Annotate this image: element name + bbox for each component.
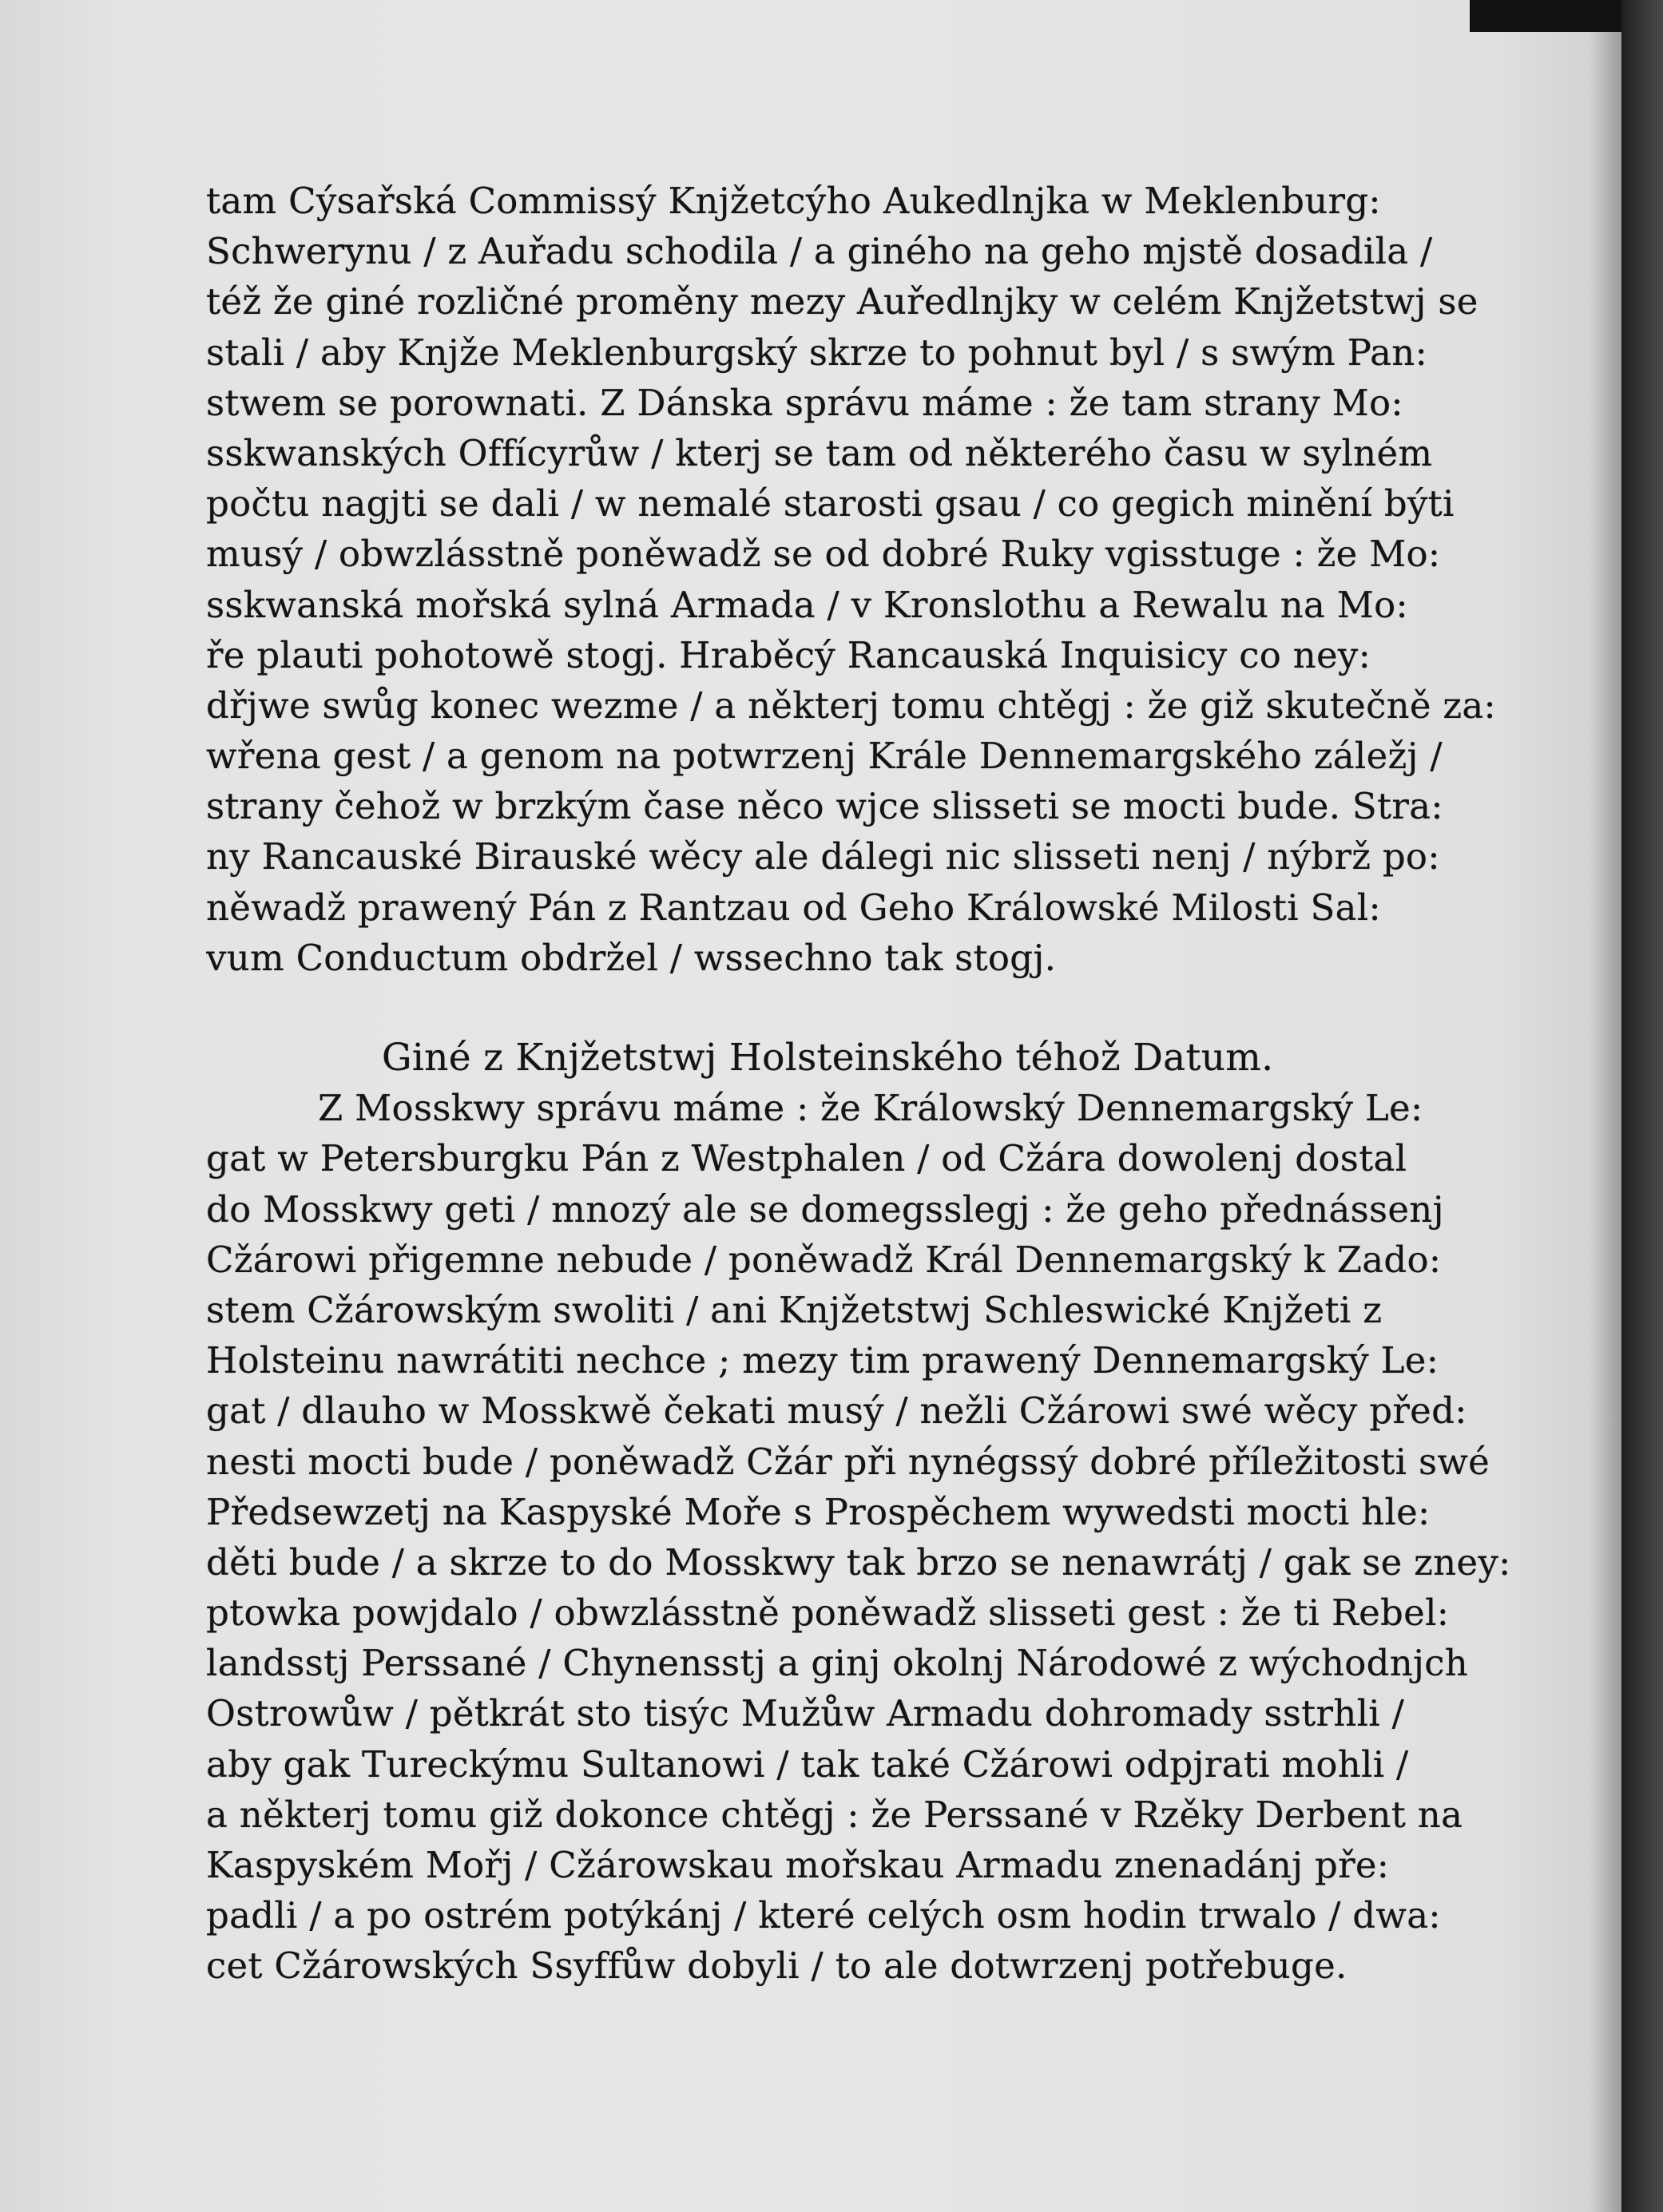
- text-line: stem Cžárowským swoliti / ani Knjžetstwj Schleswické Knjžeti z: [206, 1288, 1383, 1331]
- text-line: aby gak Tureckýmu Sultanowi / tak také Cžárowi odpjrati mohli /: [206, 1742, 1409, 1786]
- text-line: ptowka powjdalo / obwzlásstně poněwadž slisseti gest : že ti Rebel:: [206, 1592, 1450, 1635]
- text-line: sskwanská mořská sylná Armada / v Kronslothu a Rewalu na Mo:: [206, 583, 1408, 626]
- text-line: tam Cýsařská Commissý Knjžetcýho Aukedlnjka w Meklenburg:: [206, 180, 1381, 222]
- text-line: padli / a po ostrém potýkánj / které celých osm hodin trwalo / dwa:: [206, 1894, 1441, 1937]
- first-section-text: [206, 176, 1556, 983]
- text-line: děti bude / a skrze to do Mosskwy tak brzo se nenawrátj / gak se zney:: [206, 1540, 1511, 1584]
- scan-dark-corner: [1470, 0, 1621, 32]
- text-line: vum Conductum obdržel / wssechno tak stogj.: [206, 936, 1057, 979]
- text-line: Ostrowůw / pětkrát sto tisýc Mužůw Armadu dohromady sstrhli /: [206, 1692, 1405, 1735]
- text-line: Schwerynu / z Auřadu schodila / a giného na geho mjstě dosadila /: [206, 230, 1433, 273]
- text-line: Kaspyském Mořj / Cžárowskau mořskau Armadu znenadánj pře:: [206, 1844, 1390, 1886]
- text-line: Z Mosskwy správu máme : že Králowský Dennemargský Le:: [318, 1087, 1423, 1130]
- text-line: strany čehož w brzkým čase něco wjce slisseti se mocti bude. Stra:: [206, 785, 1443, 828]
- text-line: ře plauti pohotowě stogj. Hraběcý Rancauská Inquisicy co ney:: [206, 633, 1371, 676]
- binding-shadow: [1590, 32, 1621, 2212]
- section-heading: Giné z Knjžetstwj Holsteinského téhož Datum.: [382, 1036, 1274, 1080]
- text-line: cet Cžárowských Ssyffůw dobyli / to ale dotwrzenj potřebuge.: [206, 1944, 1347, 1988]
- text-line: Holsteinu nawrátiti nechce ; mezy tim prawený Dennemargský Le:: [206, 1339, 1439, 1382]
- text-line: něwadž prawený Pán z Rantzau od Geho Králowské Milosti Sal:: [206, 886, 1381, 929]
- text-line: též že giné rozličné proměny mezy Auředlnjky w celém Knjžetstwj se: [206, 280, 1478, 323]
- text-line: landsstj Perssané / Chynensstj a ginj okolnj Národowé z wýchodnjch: [206, 1642, 1469, 1685]
- text-line: gat w Petersburgku Pán z Westphalen / od Cžára dowolenj dostal: [206, 1137, 1407, 1180]
- page-edge-dark: [1621, 0, 1663, 2212]
- text-line: Předsewzetj na Kaspyské Moře s Prospěchem wywedsti mocti hle:: [206, 1490, 1431, 1533]
- text-line: stali / aby Knjže Meklenburgský skrze to pohnut byl / s swým Pan:: [206, 331, 1428, 374]
- text-line: sskwanských Offícyrůw / kterj se tam od některého času w sylném: [206, 431, 1433, 474]
- text-line: dřjwe swůg konec wezme / a některj tomu chtěgj : že giž skutečně za:: [206, 684, 1497, 727]
- text-line: Cžárowi přigemne nebude / poněwadž Král Dennemargský k Zado:: [206, 1238, 1442, 1281]
- second-section-text: [206, 1033, 1556, 1992]
- text-line: gat / dlauho w Mosskwě čekati musý / nežli Cžárowi swé wěcy před:: [206, 1389, 1467, 1433]
- text-line: ny Rancauské Birauské wěcy ale dálegi nic slisseti nenj / nýbrž po:: [206, 835, 1440, 878]
- text-line: počtu nagjti se dali / w nemalé starosti gsau / co gegich minění býti: [206, 482, 1455, 525]
- text-line: wřena gest / a genom na potwrzenj Krále Dennemargského záležj /: [206, 735, 1443, 778]
- text-line: nesti mocti bude / poněwadž Cžár při nynégssý dobré příležitosti swé: [206, 1440, 1490, 1483]
- text-line: stwem se porownati. Z Dánska správu máme : že tam strany Mo:: [206, 381, 1403, 424]
- text-line: musý / obwzlásstně poněwadž se od dobré Ruky vgisstuge : že Mo:: [206, 533, 1441, 576]
- text-line: a některj tomu giž dokonce chtěgj : že Perssané v Rzěky Derbent na: [206, 1793, 1463, 1836]
- text-line: do Mosskwy geti / mnozý ale se domegsslegj : že geho přednássenj: [206, 1187, 1444, 1231]
